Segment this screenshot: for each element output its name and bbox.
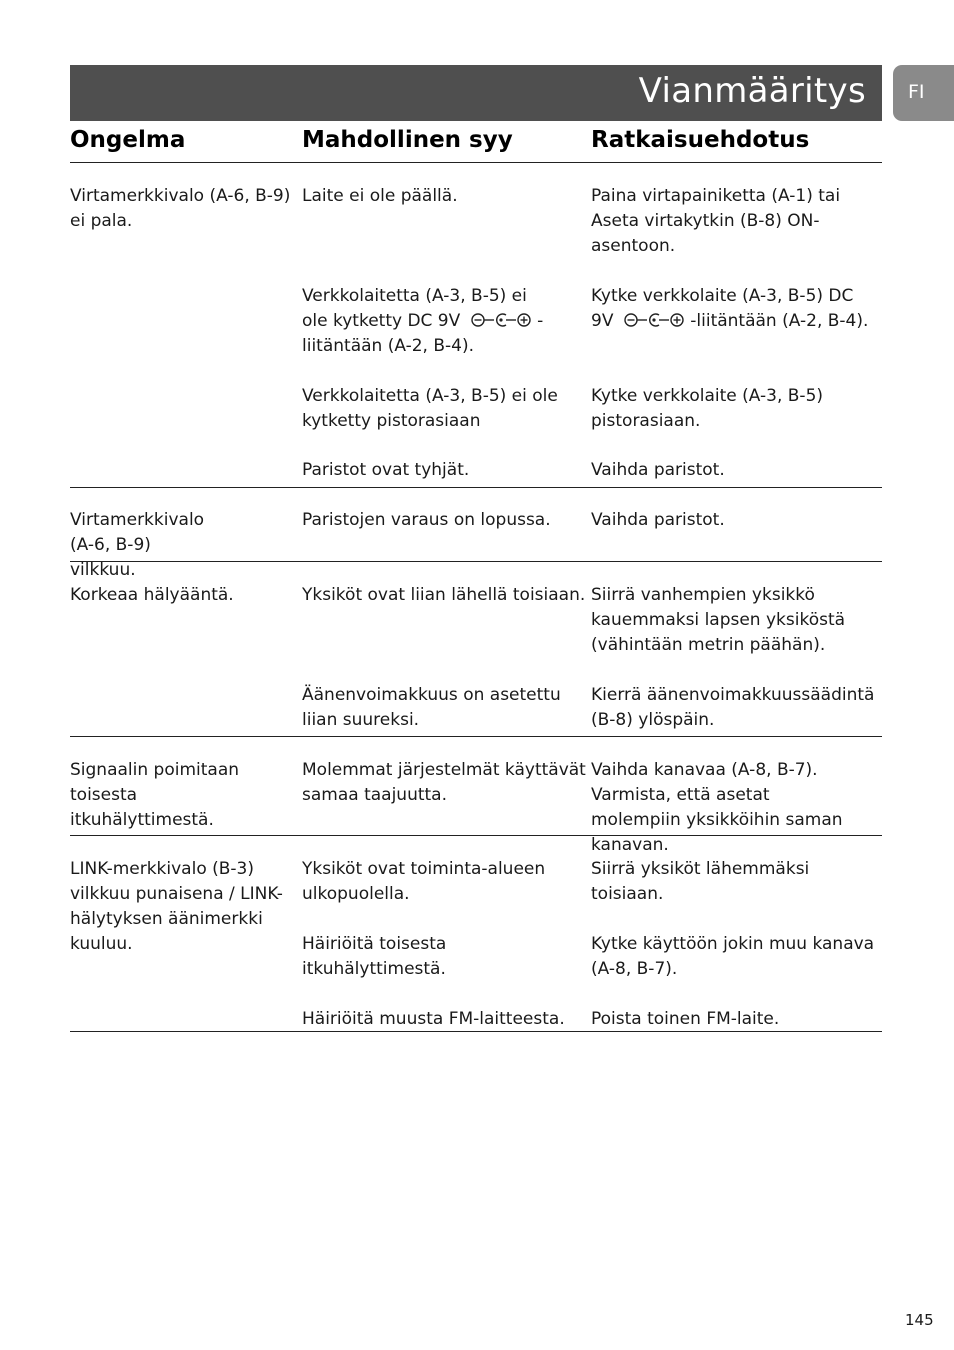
header-divider [70, 162, 882, 163]
solution-cell: Kytke käyttöön jokin muu kanava (A-8, B-7). [591, 934, 875, 979]
problem-cell: LINK-merkkivalo (B-3) vilkkuu punaisena / LINK-hälytyksen äänimerkki kuuluu. [70, 859, 283, 954]
problem-cell: Virtamerkkivalo (A-6, B-9) ei pala. [70, 186, 291, 231]
cause-cell: Verkkolaitetta (A-3, B-5) ei ole kytketty pistorasiaan [302, 386, 558, 431]
column-header-solution: Ratkaisuehdotus [591, 127, 810, 153]
solution-cell: Vaihda paristot. [591, 510, 725, 530]
row-divider [70, 1031, 882, 1032]
column-header-problem: Ongelma [70, 127, 186, 153]
page-title: Vianmääritys [638, 71, 866, 111]
solution-cell: Kytke verkkolaite (A-3, B-5) pistorasiaan. [591, 386, 824, 431]
problem-cell: Signaalin poimitaan toisesta itkuhälyttimestä. [70, 760, 240, 830]
row-divider [70, 736, 882, 737]
dc-polarity-icon [470, 312, 532, 328]
row-divider [70, 487, 882, 488]
cause-cell: Paristojen varaus on lopussa. [302, 510, 551, 530]
column-header-cause: Mahdollinen syy [302, 127, 513, 153]
row-divider [70, 835, 882, 836]
cause-cell: Äänenvoimakkuus on asetettu liian suureksi. [302, 685, 561, 730]
solution-cell: Paina virtapainiketta (A-1) tai Aseta virtakytkin (B-8) ON-asentoon. [591, 186, 841, 256]
dc-polarity-icon [623, 312, 685, 328]
solution-text: -liitäntään (A-2, B-4). [690, 311, 869, 331]
cause-cell: Häiriöitä muusta FM-laitteesta. [302, 1009, 565, 1029]
solution-cell: Poista toinen FM-laite. [591, 1009, 780, 1029]
solution-cell: Kierrä äänenvoimakkuussäädintä (B-8) ylöspäin. [591, 685, 875, 730]
cause-cell: Molemmat järjestelmät käyttävät samaa taajuutta. [302, 760, 586, 805]
solution-cell: Vaihda paristot. [591, 460, 725, 480]
language-tab-label: FI [908, 81, 925, 103]
solution-text: Kytke verkkolaite (A-3, B-5) DC 9V [591, 286, 854, 331]
problem-cell: Korkeaa hälyääntä. [70, 585, 234, 605]
cause-cell: Laite ei ole päällä. [302, 186, 458, 206]
row-divider [70, 561, 882, 562]
cause-cell: Yksiköt ovat toiminta-alueen ulkopuolella. [302, 859, 546, 904]
solution-cell: Vaihda kanavaa (A-8, B-7). Varmista, että asetat molempiin yksikköihin saman kanavan. [591, 760, 843, 855]
cause-text: Verkkolaitetta (A-3, B-5) ei ole kytketty DC 9V [302, 286, 527, 331]
page-number: 145 [905, 1311, 934, 1329]
cause-cell: Häiriöitä toisesta itkuhälyttimestä. [302, 934, 447, 979]
solution-cell: Siirrä vanhempien yksikkö kauemmaksi lapsen yksiköstä (vähintään metrin päähän). [591, 585, 846, 655]
language-tab [893, 65, 954, 121]
cause-cell: Yksiköt ovat liian lähellä toisiaan. [302, 585, 586, 605]
cause-cell [302, 284, 552, 359]
cause-text: -liitäntään (A-2, B-4). [302, 311, 544, 356]
solution-cell [591, 284, 876, 334]
cause-cell: Paristot ovat tyhjät. [302, 460, 470, 480]
solution-cell: Siirrä yksiköt lähemmäksi toisiaan. [591, 859, 810, 904]
title-bar [70, 65, 882, 121]
problem-cell: Virtamerkkivalo (A-6, B-9) vilkkuu. [70, 510, 205, 580]
